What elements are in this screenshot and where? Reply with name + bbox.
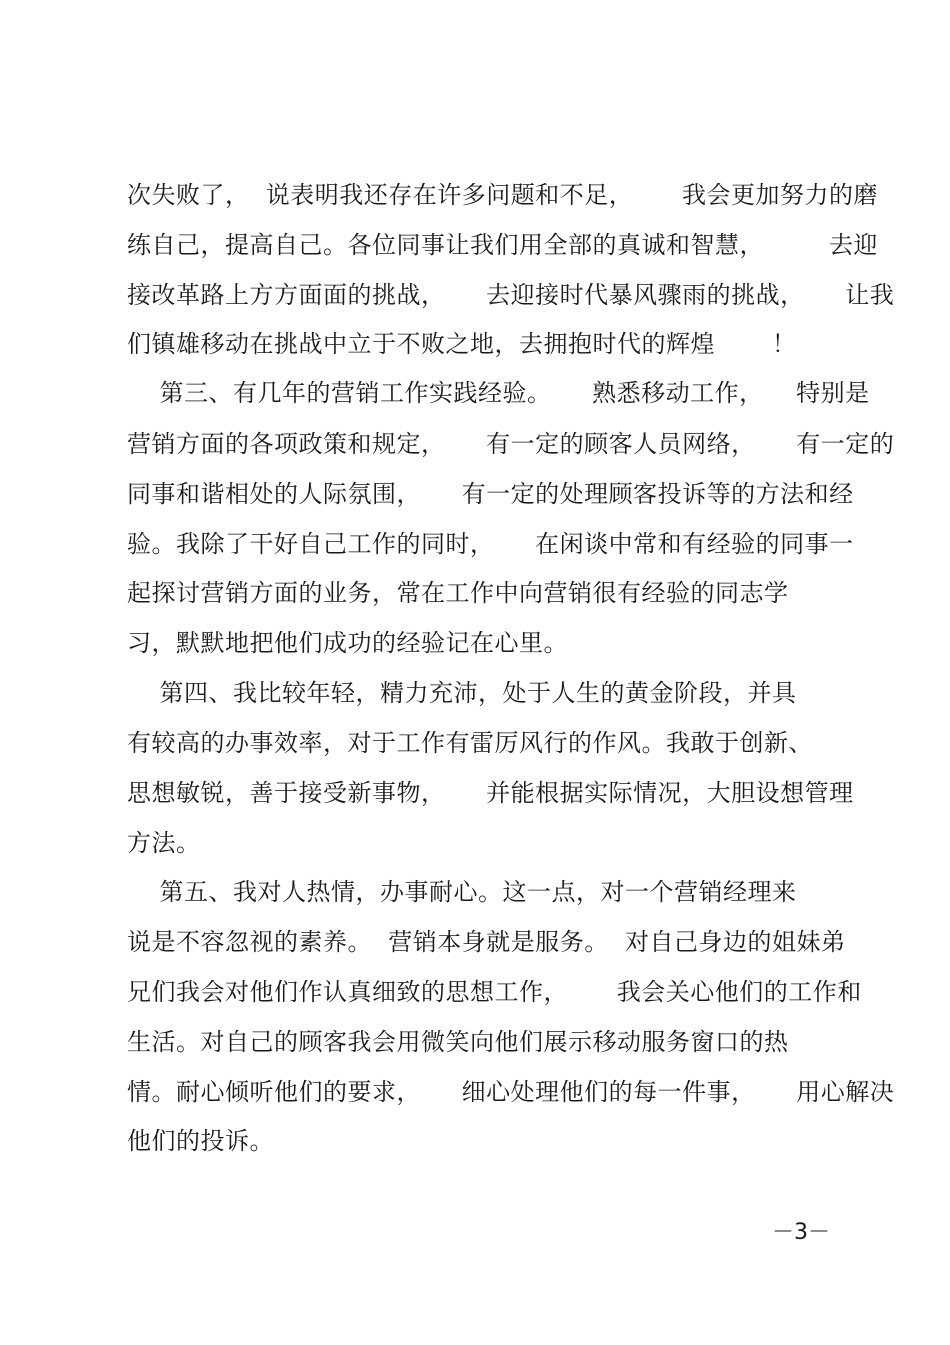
text-line: 接改革路上方方面面的挑战， 去迎接时代暴风骤雨的挑战， 让我: [127, 281, 895, 309]
text-line: 练自己，提高自己。各位同事让我们用全部的真诚和智慧， 去迎: [127, 231, 879, 259]
text-line: 情。耐心倾听他们的要求， 细心处理他们的每一件事， 用心解决: [127, 1078, 895, 1106]
text-line: 有较高的办事效率，对于工作有雷厉风行的作风。我敢于创新、: [127, 729, 813, 757]
text-line: 们镇雄移动在挑战中立于不败之地，去拥抱时代的辉煌 ！: [127, 330, 797, 358]
text-line: 兄们我会对他们作认真细致的思想工作， 我会关心他们的工作和: [127, 978, 862, 1006]
text-line: 生活。对自己的顾客我会用微笑向他们展示移动服务窗口的热: [127, 1028, 789, 1056]
text-line: 营销方面的各项政策和规定， 有一定的顾客人员网络， 有一定的: [127, 430, 895, 458]
text-line: 第五、我对人热情，办事耐心。这一点，对一个营销经理来: [127, 878, 797, 906]
page-number: －3－: [772, 1220, 830, 1245]
text-line: 同事和谐相处的人际氛围， 有一定的处理顾客投诉等的方法和经: [127, 480, 854, 508]
text-line: 说是不容忽视的素养。 营销本身就是服务。 对自己身边的姐妹弟: [127, 928, 846, 956]
text-line: 思想敏锐，善于接受新事物， 并能根据实际情况，大胆设想管理: [127, 779, 854, 807]
text-line: 起探讨营销方面的业务，常在工作中向营销很有经验的同志学: [127, 579, 789, 607]
text-line: 第三、有几年的营销工作实践经验。 熟悉移动工作， 特别是: [127, 379, 870, 407]
text-line: 验。我除了干好自己工作的同时， 在闲谈中常和有经验的同事一: [127, 530, 854, 558]
text-line: 他们的投诉。: [127, 1127, 274, 1155]
text-line: 习，默默地把他们成功的经验记在心里。: [127, 629, 568, 657]
text-line: 第四、我比较年轻，精力充沛，处于人生的黄金阶段，并具: [127, 679, 797, 707]
text-line: 次失败了， 说表明我还存在许多问题和不足， 我会更加努力的磨: [127, 181, 879, 209]
text-line: 方法。: [127, 829, 201, 857]
